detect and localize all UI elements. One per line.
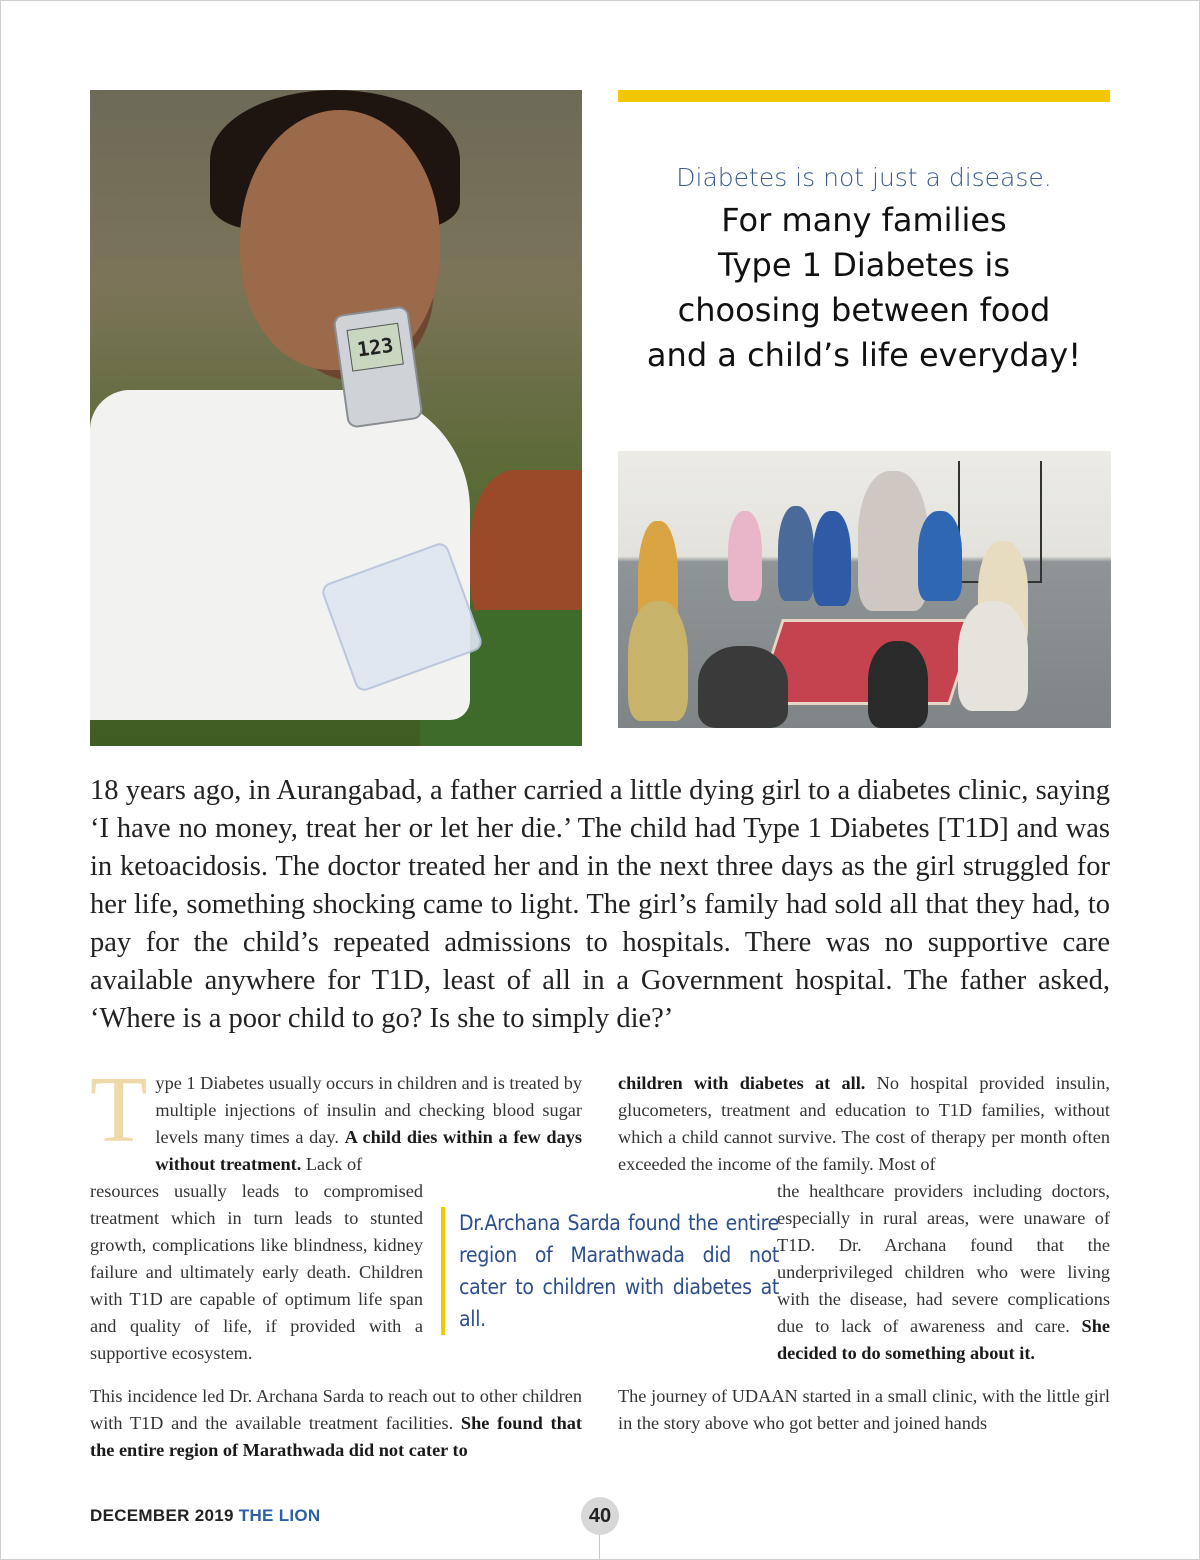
- drop-cap: T: [90, 1058, 148, 1162]
- headline-line: Type 1 Diabetes is: [718, 246, 1010, 284]
- body-text: No hospital provided insulin, glucometers, treatment and education to T1D families, without which a child cannot survive. The cost of therapy per month often exceeded the income of the family. Most of: [618, 1073, 1110, 1174]
- body-paragraph: [90, 1383, 582, 1464]
- body-text: the healthcare providers including doctors, especially in rural areas, were unaware of T1D. Dr. Archana found that the underprivileged children who were living with the disease, had severe complications due to lack of awareness and care.: [777, 1181, 1110, 1336]
- glucometer-reading: 123: [347, 323, 404, 372]
- page-divider: [599, 1535, 600, 1559]
- intro-paragraph: 18 years ago, in Aurangabad, a father carried a little dying girl to a diabetes clinic, saying ‘I have no money, treat her or let her die.’ The child had Type 1 Diabetes [T1D] and was in ketoacidosis. The doctor treated her and in the next three days as the girl struggled for her life, something shocking came to light. The girl’s family had sold all that they had, to pay for the child’s repeated admissions to hospitals. There was no supportive care available anywhere for T1D, least of all in a Government hospital. The father asked, ‘Where is a poor child to go? Is she to simply die?’: [90, 775, 1110, 1034]
- footer-credit: [90, 1506, 321, 1526]
- magazine-name: THE LION: [238, 1506, 321, 1525]
- headline-line: and a child’s life everyday!: [646, 336, 1082, 374]
- accent-bar: [618, 90, 1110, 102]
- glucometer: [332, 305, 423, 428]
- body-text: resources usually leads to compromised treatment which in turn leads to stunted growth, complications like blindness, kidney failure and ultimately early death. Children with T1D are capable of optimum life span and quality of life, if provided with a supportive ecosystem.: [90, 1181, 423, 1363]
- headline-subtitle: Diabetes is not just a disease.: [676, 163, 1052, 192]
- headline-block: [618, 160, 1110, 378]
- body-text-bold: She decided to do something about it.: [777, 1316, 1110, 1363]
- issue-date: DECEMBER 2019: [90, 1506, 234, 1525]
- body-text: The journey of UDAAN started in a small clinic, with the little girl in the story above who got better and joined hands: [618, 1386, 1110, 1433]
- photo-children-circle: [618, 451, 1111, 728]
- body-text-bold: children with diabetes at all.: [618, 1073, 866, 1093]
- body-text: ype 1 Diabetes usually occurs in children and is treated by multiple injections of insulin and checking blood sugar levels many times a day.: [155, 1073, 582, 1147]
- body-text-bold: She found that the entire region of Marathwada did not cater to: [90, 1413, 582, 1460]
- headline-line: choosing between food: [677, 291, 1051, 329]
- photo-girl-with-glucometer: [90, 90, 582, 746]
- headline-line: For many families: [721, 201, 1007, 239]
- body-text-bold: A child dies within a few days without treatment.: [155, 1127, 582, 1174]
- body-paragraph: [777, 1178, 1110, 1367]
- body-text: This incidence led Dr. Archana Sarda to reach out to other children with T1D and the available treatment facilities.: [90, 1386, 582, 1433]
- pull-quote: Dr.Archana Sarda found the entire region of Marathwada did not cater to children with diabetes at all.: [441, 1207, 779, 1335]
- headline-title: [618, 198, 1110, 378]
- body-text: Lack of: [305, 1154, 363, 1174]
- page-number: 40: [581, 1497, 619, 1535]
